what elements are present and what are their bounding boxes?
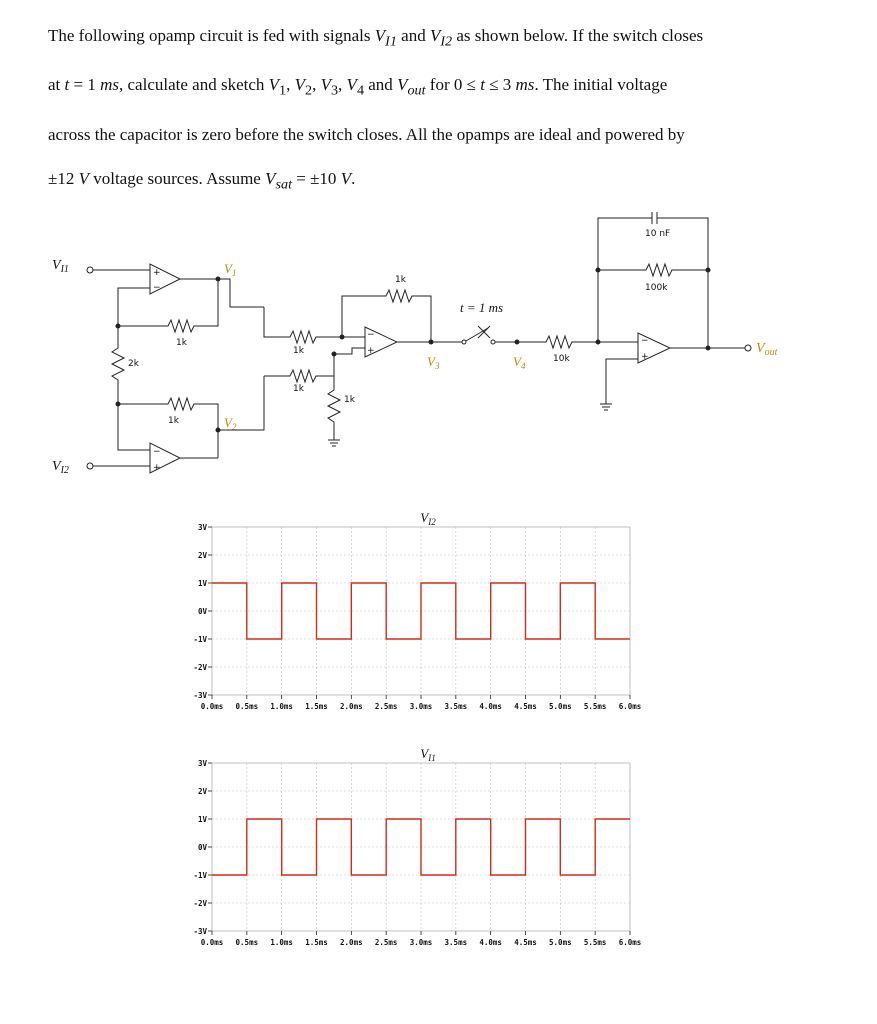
x-tick-label: 5.5ms xyxy=(583,938,607,947)
label-c-int: 10 nF xyxy=(645,229,671,239)
x-tick-label: 5.0ms xyxy=(549,702,572,711)
y-tick-label: 1V xyxy=(197,815,207,824)
svg-text:VI2: $V_{I2}$ xyxy=(52,459,69,476)
junction xyxy=(515,340,519,344)
x-tick-label: 2.0ms xyxy=(340,938,363,947)
x-tick-label: 3.5ms xyxy=(444,702,468,711)
vout-terminal xyxy=(745,345,751,351)
resistor-top-fb xyxy=(160,279,218,332)
y-tick-label: 0V xyxy=(197,843,207,852)
chart-title: $V_{I1}$ xyxy=(420,746,436,763)
svg-text:−: − xyxy=(641,336,649,346)
resistor-gain xyxy=(112,326,124,404)
input-vi1 xyxy=(52,258,150,275)
x-tick-label: 2.5ms xyxy=(374,938,398,947)
input-vi2 xyxy=(52,459,150,476)
resistor-diff-fb xyxy=(380,290,431,342)
problem-line-3: across the capacitor is zero before the switch closes. All the opamps are ideal and powered by xyxy=(48,124,685,144)
y-tick-label: 3V xyxy=(197,523,207,532)
capacitor xyxy=(652,212,657,224)
y-tick-label: 3V xyxy=(197,759,207,768)
wire-int-fb xyxy=(598,270,640,342)
node-label-vout: $V_{out}$ xyxy=(756,341,778,358)
chart-vi1 xyxy=(0,736,877,966)
wire-v1-top xyxy=(218,279,264,307)
chart-vi2 xyxy=(0,500,877,730)
label-r-int-fb: 100k xyxy=(645,283,668,293)
y-tick-label: -2V xyxy=(193,663,207,672)
problem-statement xyxy=(48,14,838,206)
problem-line-1: The following opamp circuit is fed with signals $V_{I1}$ and $V_{I2}$ as shown below. If the switch closes xyxy=(48,26,704,50)
label-r-gain: 2k xyxy=(128,359,139,369)
label-r-diff-fb: 1k xyxy=(395,275,406,285)
x-tick-label: 4.0ms xyxy=(479,702,502,711)
label-r-diff-gnd: 1k xyxy=(344,395,355,405)
label-r-bot-fb: 1k xyxy=(168,416,179,426)
svg-text:+: + xyxy=(153,463,161,473)
opamp-1 xyxy=(150,264,218,294)
node-label-v3: $V_3$ xyxy=(427,354,440,371)
junction xyxy=(596,268,600,272)
y-tick-label: 2V xyxy=(197,551,207,560)
x-tick-label: 4.5ms xyxy=(514,938,537,947)
junction xyxy=(332,352,336,356)
x-tick-label: 0.5ms xyxy=(235,702,259,711)
svg-text:−: − xyxy=(153,283,161,293)
opamp-2 xyxy=(150,443,218,473)
y-tick-label: 0V xyxy=(197,607,207,616)
svg-text:VI1: $V_{I1}$ xyxy=(52,258,69,275)
x-tick-label: 1.0ms xyxy=(270,702,293,711)
svg-text:+: + xyxy=(153,268,161,278)
switch xyxy=(431,300,540,344)
resistor-int-in xyxy=(540,336,598,348)
x-tick-label: 2.5ms xyxy=(374,702,398,711)
wire-fb-top xyxy=(118,288,160,326)
x-tick-label: 1.5ms xyxy=(305,938,328,947)
junction xyxy=(116,324,120,328)
y-tick-label: -2V xyxy=(193,899,207,908)
label-r-top-fb: 1k xyxy=(176,338,187,348)
wire-cap-left xyxy=(598,218,652,270)
svg-text:+: + xyxy=(641,352,649,362)
x-tick-label: 0.5ms xyxy=(235,938,259,947)
resistor-bot-fb xyxy=(160,398,218,458)
wire-cap-right xyxy=(657,218,708,270)
x-tick-label: 4.0ms xyxy=(479,938,502,947)
wire-to-opamp2 xyxy=(118,404,150,450)
x-tick-label: 3.5ms xyxy=(444,938,468,947)
y-tick-label: -3V xyxy=(193,927,207,936)
wire-v1-diff xyxy=(264,307,284,337)
y-tick-label: -1V xyxy=(193,635,207,644)
switch-label: t = 1 ms xyxy=(460,300,504,315)
node-label-v4: $V_4$ xyxy=(513,354,526,371)
problem-line-2: at t = 1 ms, calculate and sketch $V_1$, $V_2$, $V_3$, $V_4$ and $V_{out}$ for 0 ≤ t ≤ 3 ms. The initial voltage xyxy=(48,75,668,99)
node-label-v2: $V_2$ xyxy=(224,415,237,432)
resistor-diff-in2 xyxy=(284,354,342,382)
label-r-diff-in1: 1k xyxy=(293,346,304,356)
ground-symbol xyxy=(600,396,612,410)
junction xyxy=(706,346,710,350)
problem-line-4: ±12 V voltage sources. Assume $V_{sat} = \pm 10$ V. xyxy=(48,168,356,193)
opamp-3 xyxy=(342,327,431,357)
x-tick-label: 6.0ms xyxy=(618,702,642,711)
x-tick-label: 0.0ms xyxy=(200,702,224,711)
svg-text:−: − xyxy=(153,447,161,457)
circuit-diagram xyxy=(0,200,877,500)
resistor-diff-gnd xyxy=(328,376,340,436)
node-label-v1: $V_1$ xyxy=(224,261,237,278)
ground-symbol xyxy=(328,436,340,446)
x-tick-label: 1.0ms xyxy=(270,938,293,947)
resistor-int-fb xyxy=(640,264,708,348)
label-r-diff-in2: 1k xyxy=(293,384,304,394)
x-tick-label: 6.0ms xyxy=(618,938,642,947)
x-tick-label: 0.0ms xyxy=(200,938,224,947)
y-tick-label: -1V xyxy=(193,871,207,880)
opamp-4 xyxy=(598,333,745,396)
y-tick-label: 1V xyxy=(197,579,207,588)
x-tick-label: 2.0ms xyxy=(340,702,363,711)
series-line xyxy=(212,819,630,875)
junction xyxy=(706,268,710,272)
svg-text:−: − xyxy=(367,330,375,340)
junction xyxy=(116,402,120,406)
x-tick-label: 5.0ms xyxy=(549,938,572,947)
x-tick-label: 4.5ms xyxy=(514,702,537,711)
series-line xyxy=(212,583,630,639)
y-tick-label: -3V xyxy=(193,691,207,700)
resistor-diff-in1 xyxy=(284,331,342,343)
chart-title: $V_{I2}$ xyxy=(420,510,436,527)
x-tick-label: 3.0ms xyxy=(409,702,433,711)
x-tick-label: 3.0ms xyxy=(409,938,433,947)
x-tick-label: 5.5ms xyxy=(583,702,607,711)
label-r-int-in: 10k xyxy=(553,354,570,364)
svg-text:+: + xyxy=(367,346,375,356)
x-tick-label: 1.5ms xyxy=(305,702,328,711)
y-tick-label: 2V xyxy=(197,787,207,796)
